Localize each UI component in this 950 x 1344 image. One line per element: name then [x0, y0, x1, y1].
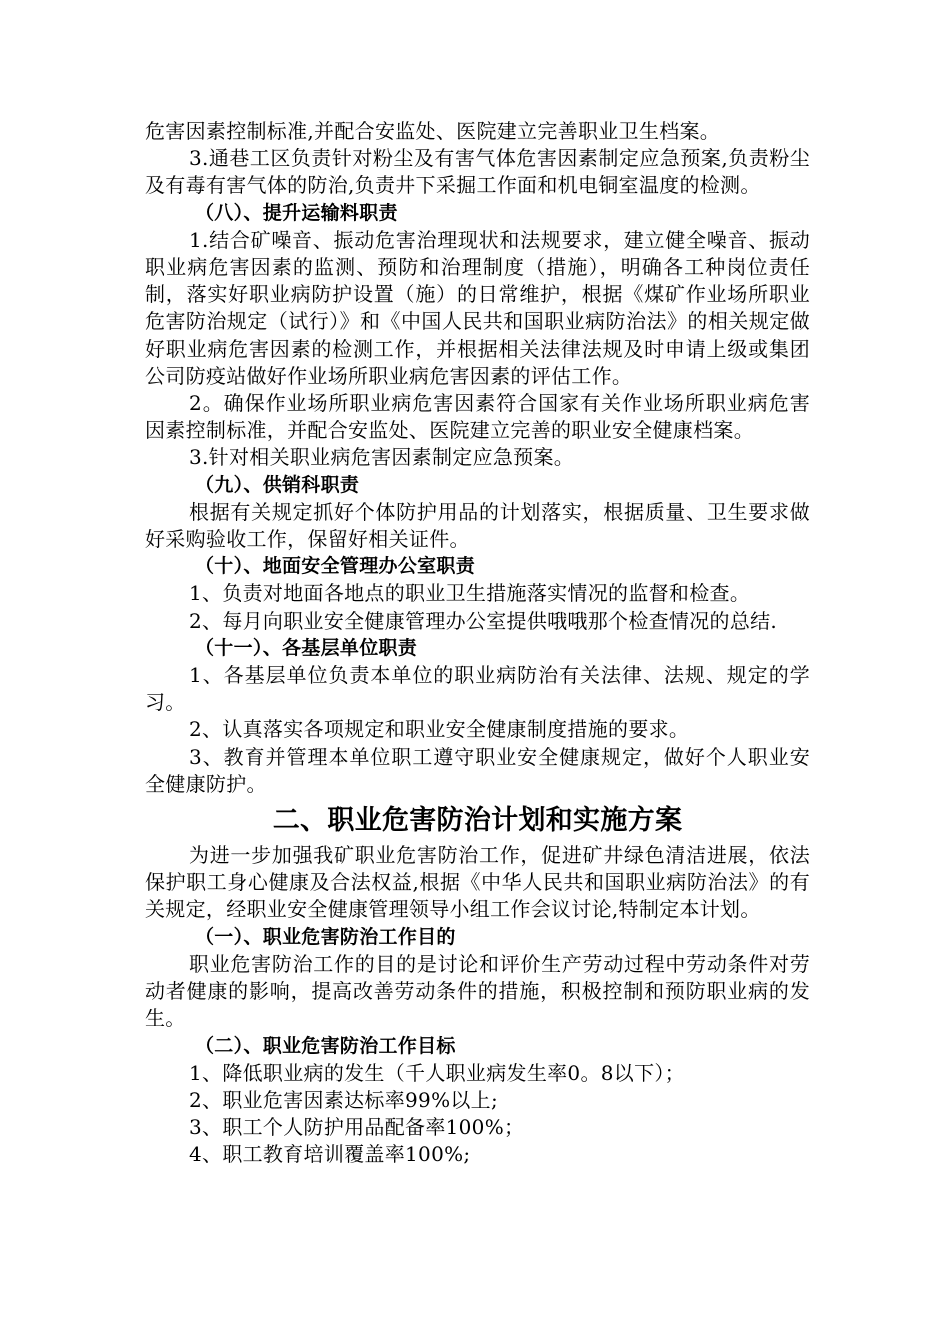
list-item: 1、降低职业病的发生（千人职业病发生率0。8以下）；: [189, 1060, 685, 1085]
paragraph: 为进一步加强我矿职业危害防治工作，促进矿井绿色清洁进展，依法保护职工身心健康及合法权益,根据《中华人民共和国职业病防治法》的有关规定，经职业安全健康管理领导小组工作会议讨论,特制定本计划。: [145, 843, 810, 922]
section-heading: （一）、职业危害防治工作目的: [195, 925, 456, 948]
paragraph: 2、每月向职业安全健康管理办公室提供哦哦那个检查情况的总结.: [189, 608, 778, 633]
paragraph: 危害因素控制标准,并配合安监处、医院建立完善职业卫生档案。: [145, 119, 721, 143]
list-item: 2、职业危害因素达标率99%以上;: [189, 1087, 499, 1112]
paragraph: 3、教育并管理本单位职工遵守职业安全健康规定，做好个人职业安全健康防护。: [145, 744, 810, 796]
section-heading: （二）、职业危害防治工作目标: [195, 1034, 456, 1057]
paragraph: 3.通巷工区负责针对粉尘及有害气体危害因素制定应急预案,负责粉尘及有毒有害气体的防治,负责井下采掘工作面和机电铜室温度的检测。: [145, 146, 810, 198]
paragraph: 1、负责对地面各地点的职业卫生措施落实情况的监督和检查。: [189, 581, 751, 606]
section-heading: （十）、地面安全管理办公室职责: [195, 555, 476, 578]
paragraph: 1、各基层单位负责本单位的职业病防治有关法律、法规、规定的学习。: [145, 663, 810, 715]
section-heading: （十一）、各基层单位职责: [195, 636, 418, 659]
list-item: 4、职工教育培训覆盖率100%;: [189, 1142, 471, 1167]
paragraph: 2、认真落实各项规定和职业安全健康制度措施的要求。: [189, 717, 690, 742]
paragraph: 职业危害防治工作的目的是讨论和评价生产劳动过程中劳动条件对劳动者健康的影响，提高改善劳动条件的措施，积极控制和预防职业病的发生。: [145, 951, 810, 1031]
section-heading: （八）、提升运输料职责: [195, 201, 398, 224]
document-page: [145, 118, 810, 1169]
list-item: 3、职工个人防护用品配备率100%；: [189, 1115, 525, 1140]
chapter-title: 二、职业危害防治计划和实施方案: [272, 805, 683, 837]
paragraph: 3.针对相关职业病危害因素制定应急预案。: [189, 445, 575, 470]
paragraph: 根据有关规定抓好个体防护用品的计划落实，根据质量、卫生要求做好采购验收工作，保留好相关证件。: [145, 499, 810, 552]
paragraph: 2。确保作业场所职业病危害因素符合国家有关作业场所职业病危害因素控制标准，并配合安监处、医院建立完善的职业安全健康档案。: [145, 391, 810, 443]
section-heading: （九）、供销科职责: [195, 473, 360, 496]
paragraph: 1.结合矿噪音、振动危害治理现状和法规要求，建立健全噪音、振动职业病危害因素的监测、预防和治理制度（措施），明确各工种岗位责任制，落实好职业病防护设置（施）的日常维护，根据《煤矿作业场所职业危害防治规定（试行）》和《中国人民共和国职业病防治法》的相关规定做好职业病危害因素的检测工作，并根据相关法律法规及时申请上级或集团公司防疫站做好作业场所职业病危害因素的评估工作。: [145, 227, 810, 388]
